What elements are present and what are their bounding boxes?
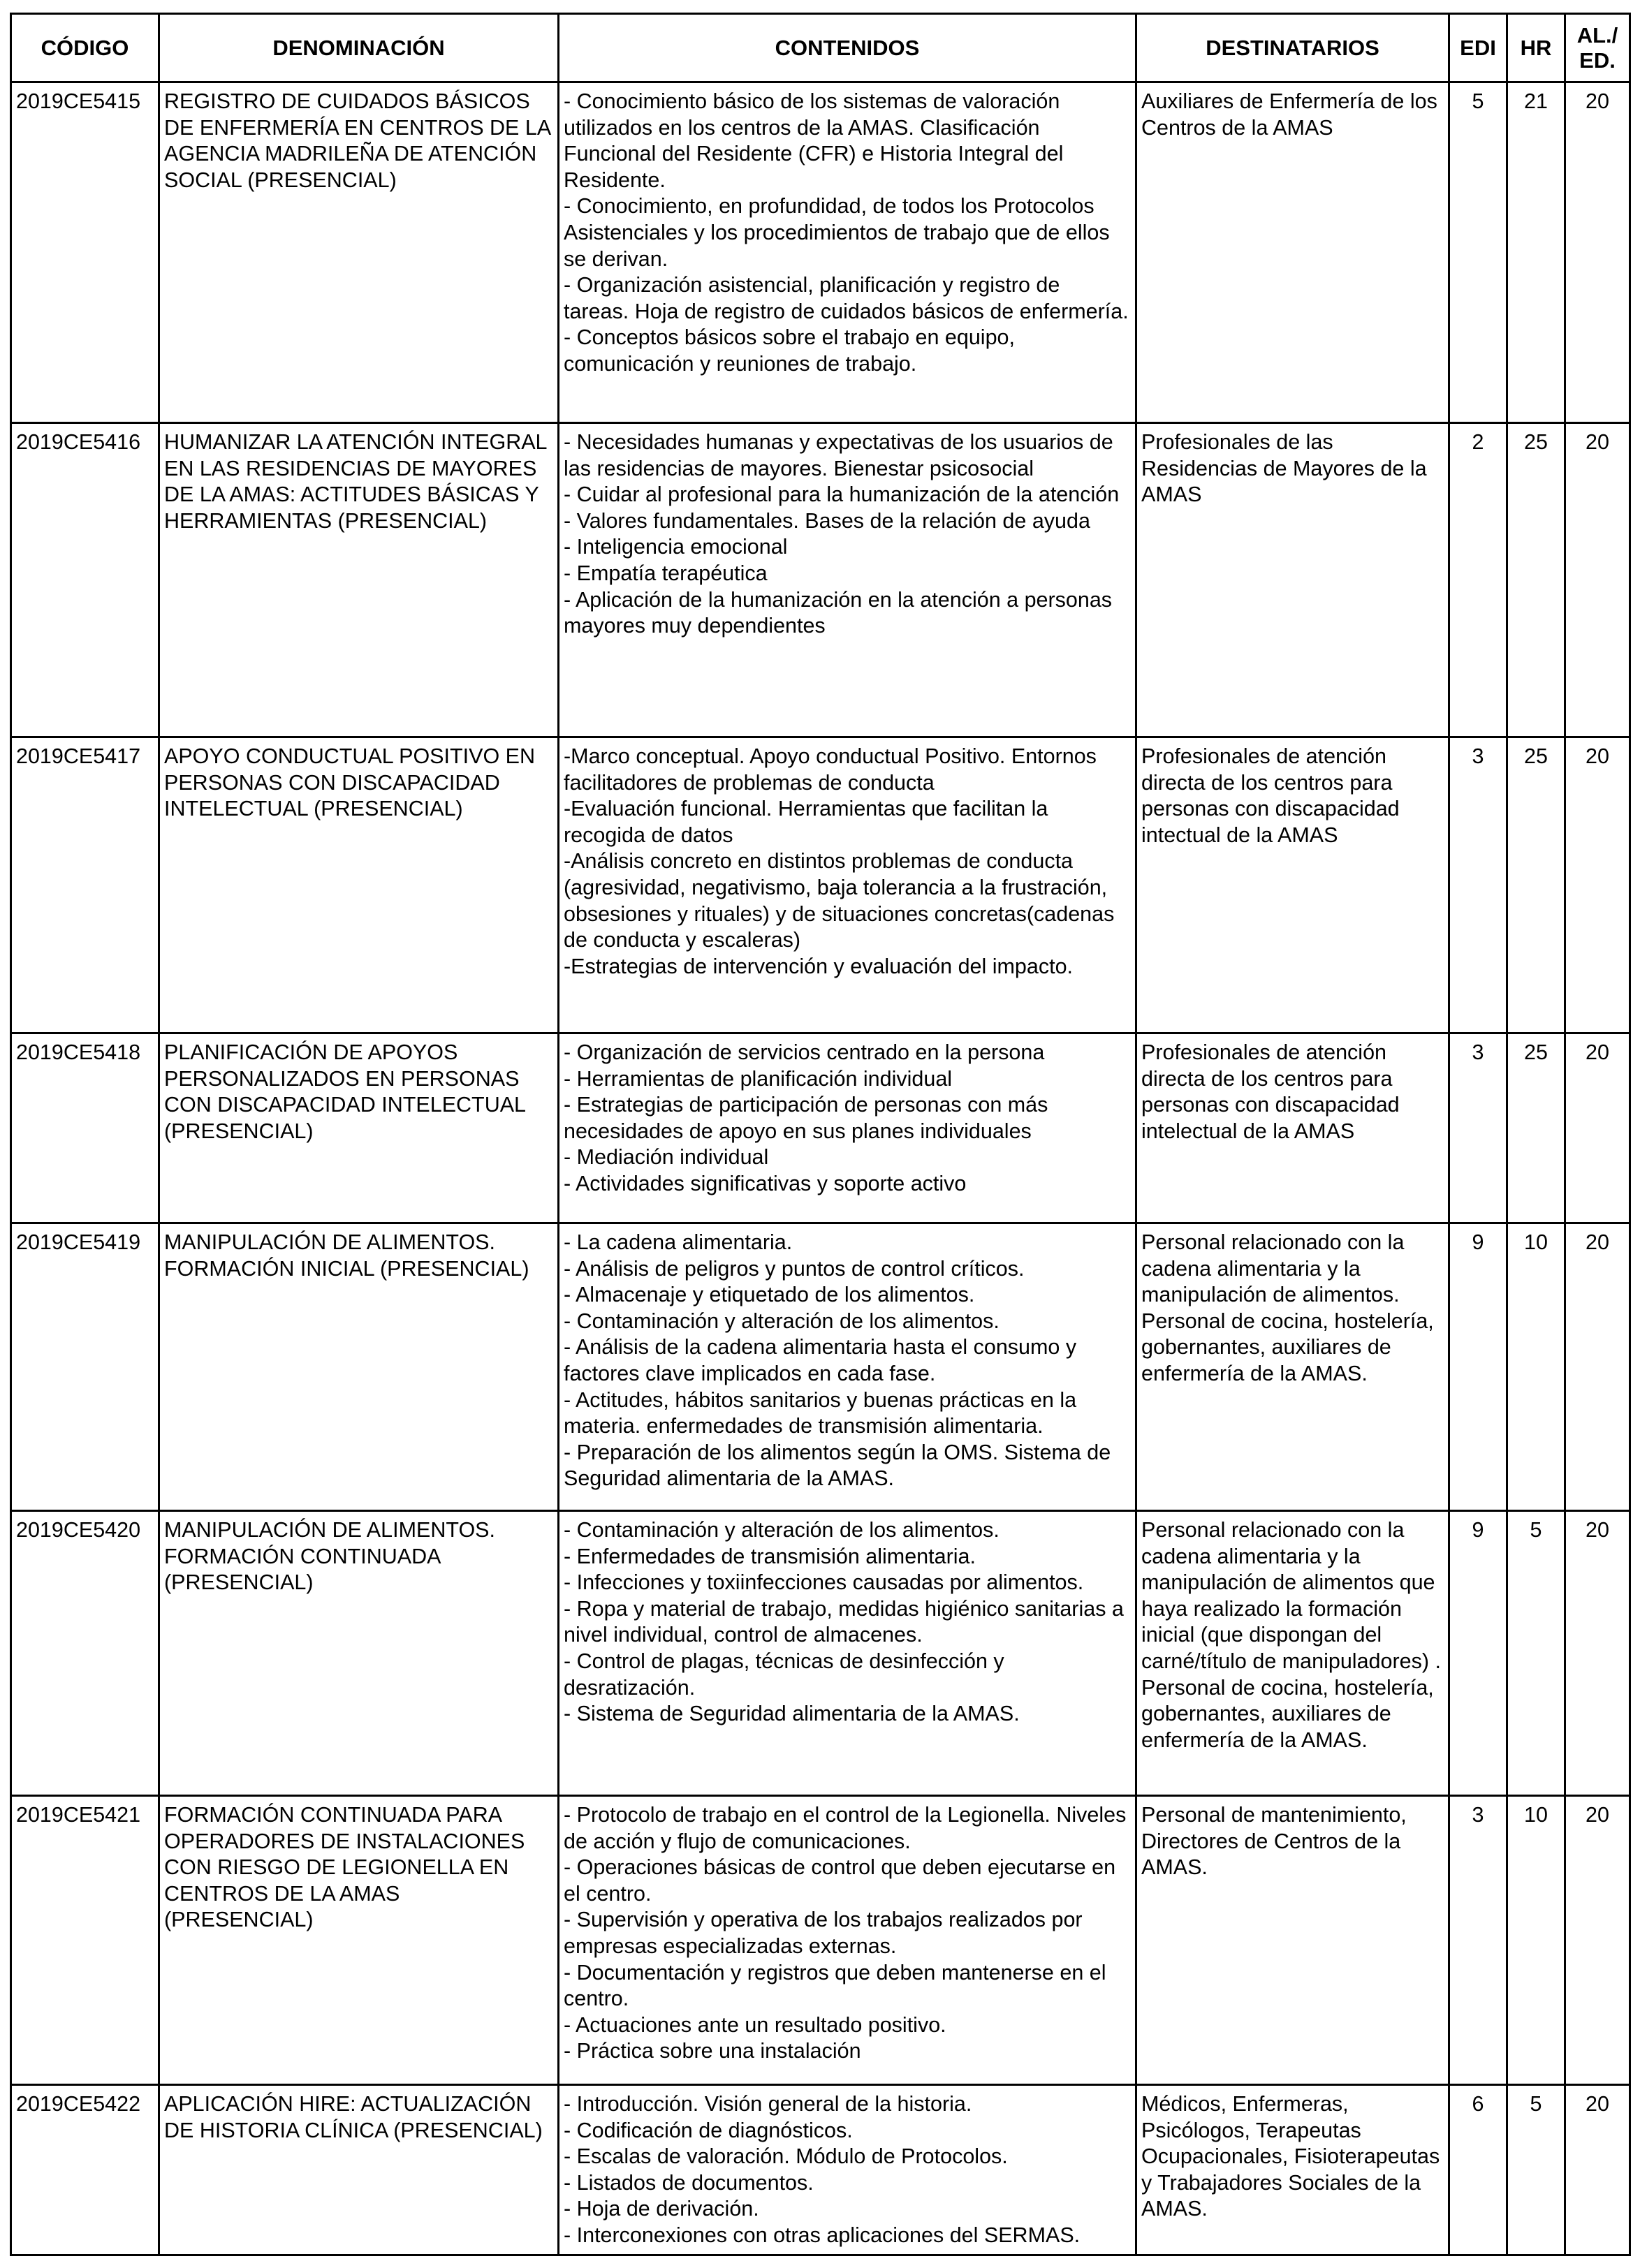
cell-edi: 9 [1449, 1511, 1507, 1796]
cell-al-ed: 20 [1565, 1796, 1630, 2085]
cell-codigo: 2019CE5422 [11, 2085, 159, 2255]
cell-hr: 10 [1507, 1223, 1565, 1511]
cell-hr: 21 [1507, 82, 1565, 423]
contenido-item: - Almacenaje y etiquetado de los alimentos. [564, 1283, 975, 1307]
cell-edi: 5 [1449, 82, 1507, 423]
cell-hr: 25 [1507, 737, 1565, 1033]
header-al-ed: AL./ ED. [1565, 14, 1630, 82]
cell-destinatarios: Auxiliares de Enfermería de los Centros de la AMAS [1136, 82, 1449, 423]
cell-hr: 25 [1507, 1033, 1565, 1223]
cell-al-ed: 20 [1565, 1223, 1630, 1511]
contenido-item: - Conceptos básicos sobre el trabajo en equipo, comunicación y reuniones de trabajo. [564, 325, 1015, 376]
header-denominacion: DENOMINACIÓN [159, 14, 559, 82]
cell-denominacion: MANIPULACIÓN DE ALIMENTOS. FORMACIÓN INICIAL (PRESENCIAL) [159, 1223, 559, 1511]
contenido-item: - Estrategias de participación de personas con más necesidades de apoyo en sus planes individuales [564, 1093, 1048, 1143]
cell-codigo: 2019CE5416 [11, 423, 159, 737]
contenido-item: - Ropa y material de trabajo, medidas higiénico sanitarias a nivel individual, control de almacenes. [564, 1596, 1124, 1647]
contenido-item: - Actuaciones ante un resultado positivo. [564, 2012, 946, 2037]
header-destinatarios: DESTINATARIOS [1136, 14, 1449, 82]
contenido-item: - Protocolo de trabajo en el control de la Legionella. Niveles de acción y flujo de comunicaciones. [564, 1803, 1127, 1853]
cell-denominacion: HUMANIZAR LA ATENCIÓN INTEGRAL EN LAS RESIDENCIAS DE MAYORES DE LA AMAS: ACTITUDES BÁSICAS Y HERRAMIENTAS (PRESENCIAL) [159, 423, 559, 737]
cell-edi: 9 [1449, 1223, 1507, 1511]
table-row [11, 1223, 1630, 1511]
contenido-item: - Análisis de la cadena alimentaria hasta el consumo y factores clave implicados en cada fase. [564, 1335, 1077, 1385]
table-row [11, 1796, 1630, 2085]
cell-contenidos [559, 1223, 1136, 1511]
cell-hr: 10 [1507, 1796, 1565, 2085]
cell-contenidos [559, 2085, 1136, 2255]
cell-al-ed: 20 [1565, 423, 1630, 737]
table-row [11, 1511, 1630, 1796]
cell-denominacion: FORMACIÓN CONTINUADA PARA OPERADORES DE INSTALACIONES CON RIESGO DE LEGIONELLA EN CENTROS DE LA AMAS (PRESENCIAL) [159, 1796, 559, 2085]
courses-table [10, 13, 1631, 2256]
contenido-item: - Actitudes, hábitos sanitarios y buenas prácticas en la materia. enfermedades de transmisión alimentaria. [564, 1387, 1077, 1438]
table-row [11, 2085, 1630, 2255]
contenido-item: - Control de plagas, técnicas de desinfección y desratización. [564, 1649, 1004, 1700]
contenido-item: - Sistema de Seguridad alimentaria de la AMAS. [564, 1702, 1020, 1726]
cell-contenidos [559, 737, 1136, 1033]
cell-destinatarios: Profesionales de atención directa de los centros para personas con discapacidad intelectual de la AMAS [1136, 1033, 1449, 1223]
contenido-item: - Mediación individual [564, 1145, 769, 1170]
cell-denominacion: REGISTRO DE CUIDADOS BÁSICOS DE ENFERMERÍA EN CENTROS DE LA AGENCIA MADRILEÑA DE ATENCIÓN SOCIAL (PRESENCIAL) [159, 82, 559, 423]
contenido-item: - Infecciones y toxiinfecciones causadas por alimentos. [564, 1570, 1084, 1595]
cell-contenidos [559, 1796, 1136, 2085]
cell-destinatarios: Profesionales de las Residencias de Mayores de la AMAS [1136, 423, 1449, 737]
cell-contenidos [559, 1033, 1136, 1223]
contenido-item: -Análisis concreto en distintos problemas de conducta (agresividad, negativismo, baja tolerancia a la frustración, obsesiones y rituales) y de situaciones concretas(cadenas de conducta y escaleras) [564, 849, 1115, 952]
header-codigo: CÓDIGO [11, 14, 159, 82]
cell-denominacion: MANIPULACIÓN DE ALIMENTOS. FORMACIÓN CONTINUADA (PRESENCIAL) [159, 1511, 559, 1796]
table-row [11, 423, 1630, 737]
cell-destinatarios: Personal relacionado con la cadena alimentaria y la manipulación de alimentos. Personal de cocina, hostelería, gobernantes, auxiliares de enfermería de la AMAS. [1136, 1223, 1449, 1511]
cell-al-ed: 20 [1565, 2085, 1630, 2255]
cell-edi: 3 [1449, 1033, 1507, 1223]
contenido-item: - Preparación de los alimentos según la OMS. Sistema de Seguridad alimentaria de la AMAS. [564, 1440, 1111, 1491]
contenido-item: - La cadena alimentaria. [564, 1230, 793, 1254]
cell-destinatarios: Médicos, Enfermeras, Psicólogos, Terapeutas Ocupacionales, Fisioterapeutas y Trabajadores Sociales de la AMAS. [1136, 2085, 1449, 2255]
cell-edi: 6 [1449, 2085, 1507, 2255]
contenido-item: - Actividades significativas y soporte activo [564, 1171, 967, 1195]
cell-al-ed: 20 [1565, 1511, 1630, 1796]
cell-denominacion: APOYO CONDUCTUAL POSITIVO EN PERSONAS CON DISCAPACIDAD INTELECTUAL (PRESENCIAL) [159, 737, 559, 1033]
cell-codigo: 2019CE5420 [11, 1511, 159, 1796]
cell-hr: 25 [1507, 423, 1565, 737]
contenido-item: - Aplicación de la humanización en la atención a personas mayores muy dependientes [564, 587, 1113, 638]
contenido-item: - Conocimiento básico de los sistemas de valoración utilizados en los centros de la AMAS. Clasificación Funcional del Residente (CFR) e Historia Integral del Residente. [564, 89, 1064, 192]
header-edi: EDI [1449, 14, 1507, 82]
contenido-item: -Marco conceptual. Apoyo conductual Positivo. Entornos facilitadores de problemas de conducta [564, 744, 1097, 795]
contenido-item: - Operaciones básicas de control que deben ejecutarse en el centro. [564, 1855, 1116, 1906]
cell-edi: 3 [1449, 1796, 1507, 2085]
contenido-item: - Hoja de derivación. [564, 2197, 759, 2221]
contenido-item: -Estrategias de intervención y evaluación del impacto. [564, 954, 1074, 978]
header-row [11, 14, 1630, 82]
cell-codigo: 2019CE5421 [11, 1796, 159, 2085]
cell-denominacion: APLICACIÓN HIRE: ACTUALIZACIÓN DE HISTORIA CLÍNICA (PRESENCIAL) [159, 2085, 559, 2255]
cell-hr: 5 [1507, 2085, 1565, 2255]
cell-codigo: 2019CE5419 [11, 1223, 159, 1511]
contenido-item: - Práctica sobre una instalación [564, 2039, 861, 2063]
cell-al-ed: 20 [1565, 1033, 1630, 1223]
contenido-item: - Escalas de valoración. Módulo de Protocolos. [564, 2144, 1008, 2169]
contenido-item: - Valores fundamentales. Bases de la relación de ayuda [564, 508, 1090, 533]
cell-contenidos [559, 423, 1136, 737]
cell-hr: 5 [1507, 1511, 1565, 1796]
contenido-item: - Herramientas de planificación individual [564, 1066, 953, 1091]
contenido-item: - Empatía terapéutica [564, 561, 768, 585]
cell-contenidos [559, 82, 1136, 423]
contenido-item: - Contaminación y alteración de los alimentos. [564, 1518, 1000, 1542]
cell-codigo: 2019CE5417 [11, 737, 159, 1033]
contenido-item: - Introducción. Visión general de la historia. [564, 2092, 972, 2116]
cell-edi: 2 [1449, 423, 1507, 737]
contenido-item: -Evaluación funcional. Herramientas que facilitan la recogida de datos [564, 797, 1048, 847]
cell-destinatarios: Personal de mantenimiento, Directores de Centros de la AMAS. [1136, 1796, 1449, 2085]
contenido-item: - Necesidades humanas y expectativas de los usuarios de las residencias de mayores. Bienestar psicosocial [564, 430, 1113, 480]
contenido-item: - Documentación y registros que deben mantenerse en el centro. [564, 1960, 1106, 2011]
contenido-item: - Organización asistencial, planificación y registro de tareas. Hoja de registro de cuidados básicos de enfermería. [564, 273, 1129, 323]
contenido-item: - Análisis de peligros y puntos de control críticos. [564, 1256, 1025, 1281]
cell-al-ed: 20 [1565, 82, 1630, 423]
contenido-item: - Conocimiento, en profundidad, de todos los Protocolos Asistenciales y los procedimientos de trabajo que de ellos se derivan. [564, 194, 1110, 271]
contenido-item: - Organización de servicios centrado en la persona [564, 1040, 1045, 1064]
cell-destinatarios: Profesionales de atención directa de los centros para personas con discapacidad intectual de la AMAS [1136, 737, 1449, 1033]
cell-contenidos [559, 1511, 1136, 1796]
contenido-item: - Inteligencia emocional [564, 535, 788, 559]
table-row [11, 1033, 1630, 1223]
table-row [11, 82, 1630, 423]
cell-denominacion: PLANIFICACIÓN DE APOYOS PERSONALIZADOS EN PERSONAS CON DISCAPACIDAD INTELECTUAL (PRESENCIAL) [159, 1033, 559, 1223]
contenido-item: - Codificación de diagnósticos. [564, 2118, 853, 2142]
contenido-item: - Supervisión y operativa de los trabajos realizados por empresas especializadas externas. [564, 1908, 1083, 1958]
table-row [11, 737, 1630, 1033]
cell-destinatarios: Personal relacionado con la cadena alimentaria y la manipulación de alimentos que haya realizado la formación inicial (que dispongan del carné/título de manipuladores) . Personal de cocina, hostelería, gobernantes, auxiliares de enfermería de la AMAS. [1136, 1511, 1449, 1796]
cell-al-ed: 20 [1565, 737, 1630, 1033]
header-contenidos: CONTENIDOS [559, 14, 1136, 82]
contenido-item: - Enfermedades de transmisión alimentaria. [564, 1544, 976, 1568]
contenido-item: - Cuidar al profesional para la humanización de la atención [564, 483, 1120, 507]
cell-codigo: 2019CE5418 [11, 1033, 159, 1223]
cell-edi: 3 [1449, 737, 1507, 1033]
contenido-item: - Interconexiones con otras aplicaciones del SERMAS. [564, 2223, 1081, 2247]
cell-codigo: 2019CE5415 [11, 82, 159, 423]
contenido-item: - Contaminación y alteración de los alimentos. [564, 1309, 1000, 1333]
contenido-item: - Listados de documentos. [564, 2170, 814, 2195]
header-hr: HR [1507, 14, 1565, 82]
